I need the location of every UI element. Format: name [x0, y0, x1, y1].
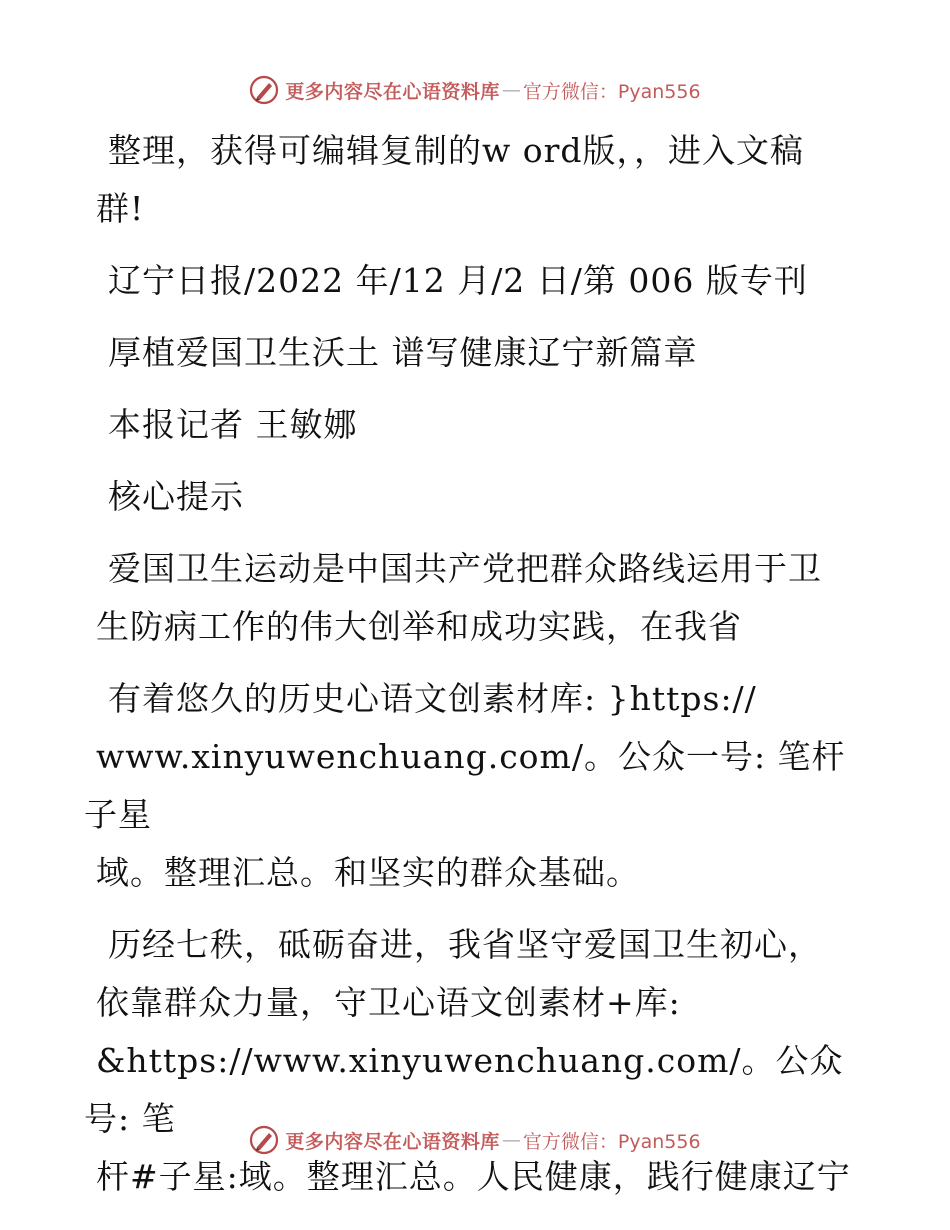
watermark-contact: 官方微信：Pyan556	[522, 80, 701, 103]
paragraph-intro	[96, 122, 856, 238]
text-line: 本报记者 王敏娜	[108, 405, 358, 444]
watermark-header	[0, 70, 950, 110]
text-line: 依靠群众力量，守卫心语文创素材+库:	[96, 983, 681, 1022]
text-line: 有着悠久的历史心语文创素材库: }https://	[108, 679, 757, 718]
pen-logo-icon	[249, 1125, 279, 1155]
text-line: www.xinyuwenchuang.com/。公众一号: 笔杆子星	[84, 737, 846, 834]
paragraph-body	[84, 670, 856, 902]
paragraph-body	[96, 540, 856, 656]
watermark-contact: 官方微信：Pyan556	[522, 1130, 701, 1153]
watermark-footer	[0, 1120, 950, 1160]
text-line: 群!	[96, 189, 145, 228]
watermark-separator: —	[501, 1129, 521, 1151]
text-line: 整理，获得可编辑复制的w ord版，，进入文稿	[108, 131, 805, 170]
text-line: 爱国卫生运动是中国共产党把群众路线运用于卫	[108, 549, 822, 588]
section-heading	[96, 468, 856, 526]
watermark-text: 更多内容尽在心语资料库	[285, 1130, 500, 1153]
article-title	[96, 324, 856, 382]
text-line: 杆#子星:域。整理汇总。人民健康，践行健康辽宁	[96, 1157, 851, 1196]
byline	[96, 396, 856, 454]
text-line: 域。整理汇总。和坚实的群众基础。	[96, 853, 640, 892]
text-line: 历经七秩，砥砺奋进，我省坚守爱国卫生初心，	[108, 925, 822, 964]
document-body	[84, 122, 856, 1220]
paragraph-source	[96, 252, 856, 310]
watermark-separator: —	[501, 79, 521, 101]
paragraph-body	[84, 916, 856, 1206]
text-line: 核心提示	[108, 477, 244, 516]
text-line: &https://www.xinyuwenchuang.com/。公众号: 笔	[84, 1041, 844, 1138]
watermark-text: 更多内容尽在心语资料库	[285, 80, 500, 103]
text-line: 生防病工作的伟大创举和成功实践，在我省	[96, 607, 742, 646]
text-line: 辽宁日报/2022 年/12 月/2 日/第 006 版专刊	[108, 261, 808, 300]
text-line: 厚植爱国卫生沃土 谱写健康辽宁新篇章	[108, 333, 698, 372]
pen-logo-icon	[249, 75, 279, 105]
